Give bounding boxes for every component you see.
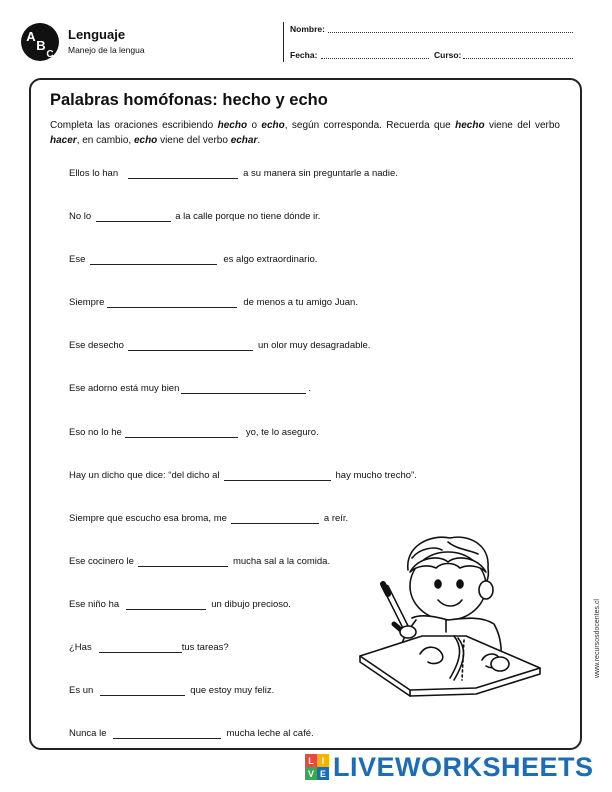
answer-blank-13[interactable] (100, 684, 185, 696)
credit-url[interactable]: www.recursosdocentes.cl (594, 599, 601, 678)
date-label: Fecha: (290, 50, 318, 60)
sentence-2: No lo a la calle porque no tiene dónde ir. (69, 211, 321, 222)
sentence-7: Eso no lo he yo, te lo aseguro. (69, 427, 319, 438)
course-label: Curso: (434, 50, 462, 60)
subject-title: Lenguaje (68, 27, 126, 42)
logo-letter-a: A (26, 29, 36, 44)
liveworksheets-logo-icon (305, 754, 329, 780)
icon-letter-v: V (307, 769, 315, 779)
sentence-10: Ese cocinero le mucha sal a la comida. (69, 556, 331, 567)
sentence-11: Ese niño ha un dibujo precioso. (69, 599, 291, 610)
liveworksheets-brand[interactable]: LIVEWORKSHEETS (333, 752, 594, 782)
name-label: Nombre: (290, 24, 325, 34)
icon-letter-e: E (319, 769, 327, 779)
answer-blank-14[interactable] (113, 727, 221, 739)
course-field[interactable] (463, 58, 573, 59)
answer-blank-1[interactable] (128, 167, 238, 179)
sentence-5: Ese desecho un olor muy desagradable. (69, 340, 371, 351)
sentence-4: Siempre de menos a tu amigo Juan. (69, 297, 358, 308)
answer-blank-12[interactable] (99, 641, 182, 653)
answer-blank-3[interactable] (90, 253, 217, 265)
answer-blank-11[interactable] (126, 598, 206, 610)
sentence-12: ¿Has tus tareas? (69, 642, 229, 653)
worksheet-title: Palabras homófonas: hecho y echo (50, 91, 328, 109)
answer-blank-6[interactable] (181, 382, 306, 394)
date-field[interactable] (321, 58, 429, 59)
name-field[interactable] (328, 32, 573, 33)
sentence-9: Siempre que escucho esa broma, me a reír. (69, 513, 349, 524)
sentence-3: Ese es algo extraordinario. (69, 254, 318, 265)
sentence-14: Nunca le mucha leche al café. (69, 728, 314, 739)
answer-blank-2[interactable] (96, 210, 171, 222)
answer-blank-10[interactable] (138, 555, 228, 567)
subject-subtitle: Manejo de la lengua (68, 45, 145, 55)
answer-blank-9[interactable] (231, 512, 319, 524)
sentence-13: Es un que estoy muy feliz. (69, 685, 275, 696)
icon-letter-l: L (308, 756, 314, 766)
icon-letter-i: I (321, 756, 325, 766)
answer-blank-4[interactable] (107, 296, 237, 308)
answer-blank-7[interactable] (125, 426, 238, 438)
abc-logo-icon (20, 22, 60, 62)
logo-letter-c: C (46, 49, 54, 60)
sentence-1: Ellos lo han a su manera sin preguntarle a nadie. (69, 168, 398, 179)
answer-blank-8[interactable] (224, 469, 331, 481)
sentence-6: Ese adorno está muy bien . (69, 383, 312, 394)
logo-letter-b: B (36, 38, 46, 53)
child-drawing-illustration (350, 528, 550, 698)
instructions: Completa las oraciones escribiendo hecho o echo, según corresponda. Recuerda que hecho viene del verbo hacer, en cambio, echo viene del verbo echar. (50, 120, 560, 146)
sentence-8: Hay un dicho que dice: “del dicho al hay mucho trecho”. (69, 470, 417, 481)
answer-blank-5[interactable] (128, 339, 253, 351)
header-divider (283, 22, 284, 62)
